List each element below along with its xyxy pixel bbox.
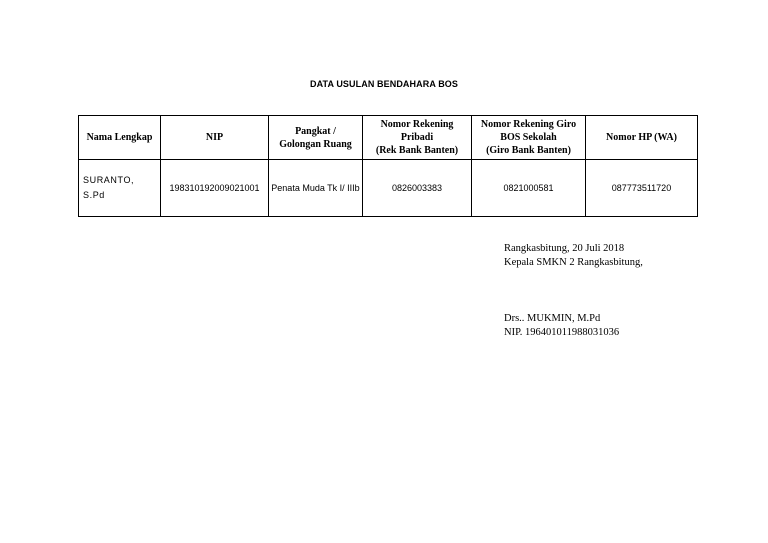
cell-pangkat: Penata Muda Tk I/ IIIb — [269, 160, 363, 217]
cell-nip: 198310192009021001 — [161, 160, 269, 217]
signatory-name: Drs.. MUKMIN, M.Pd — [504, 313, 601, 324]
header-nomor-hp: Nomor HP (WA) — [586, 116, 698, 160]
signature-header — [504, 242, 643, 270]
bendahara-table — [78, 115, 698, 217]
cell-nama-lengkap: SURANTO, S.Pd — [79, 160, 161, 217]
signature-place-date: Rangkasbitung, 20 Juli 2018 — [504, 243, 625, 254]
header-rekening-pribadi: Nomor Rekening Pribadi (Rek Bank Banten) — [363, 116, 472, 160]
header-pangkat-golongan: Pangkat / Golongan Ruang — [269, 116, 363, 160]
table-row — [79, 160, 698, 217]
signature-footer — [504, 312, 619, 340]
signatory-nip: NIP. 196401011988031036 — [504, 327, 620, 338]
header-nip: NIP — [161, 116, 269, 160]
cell-rekening-giro: 0821000581 — [472, 160, 586, 217]
header-nama-lengkap: Nama Lengkap — [79, 116, 161, 160]
cell-rekening-pribadi: 0826003383 — [363, 160, 472, 217]
header-rekening-giro: Nomor Rekening Giro BOS Sekolah (Giro Bank Banten) — [472, 116, 586, 160]
table-header-row — [79, 116, 698, 160]
signature-position: Kepala SMKN 2 Rangkasbitung, — [504, 257, 643, 268]
document-title: DATA USULAN BENDAHARA BOS — [310, 79, 458, 89]
cell-nomor-hp: 087773511720 — [586, 160, 698, 217]
